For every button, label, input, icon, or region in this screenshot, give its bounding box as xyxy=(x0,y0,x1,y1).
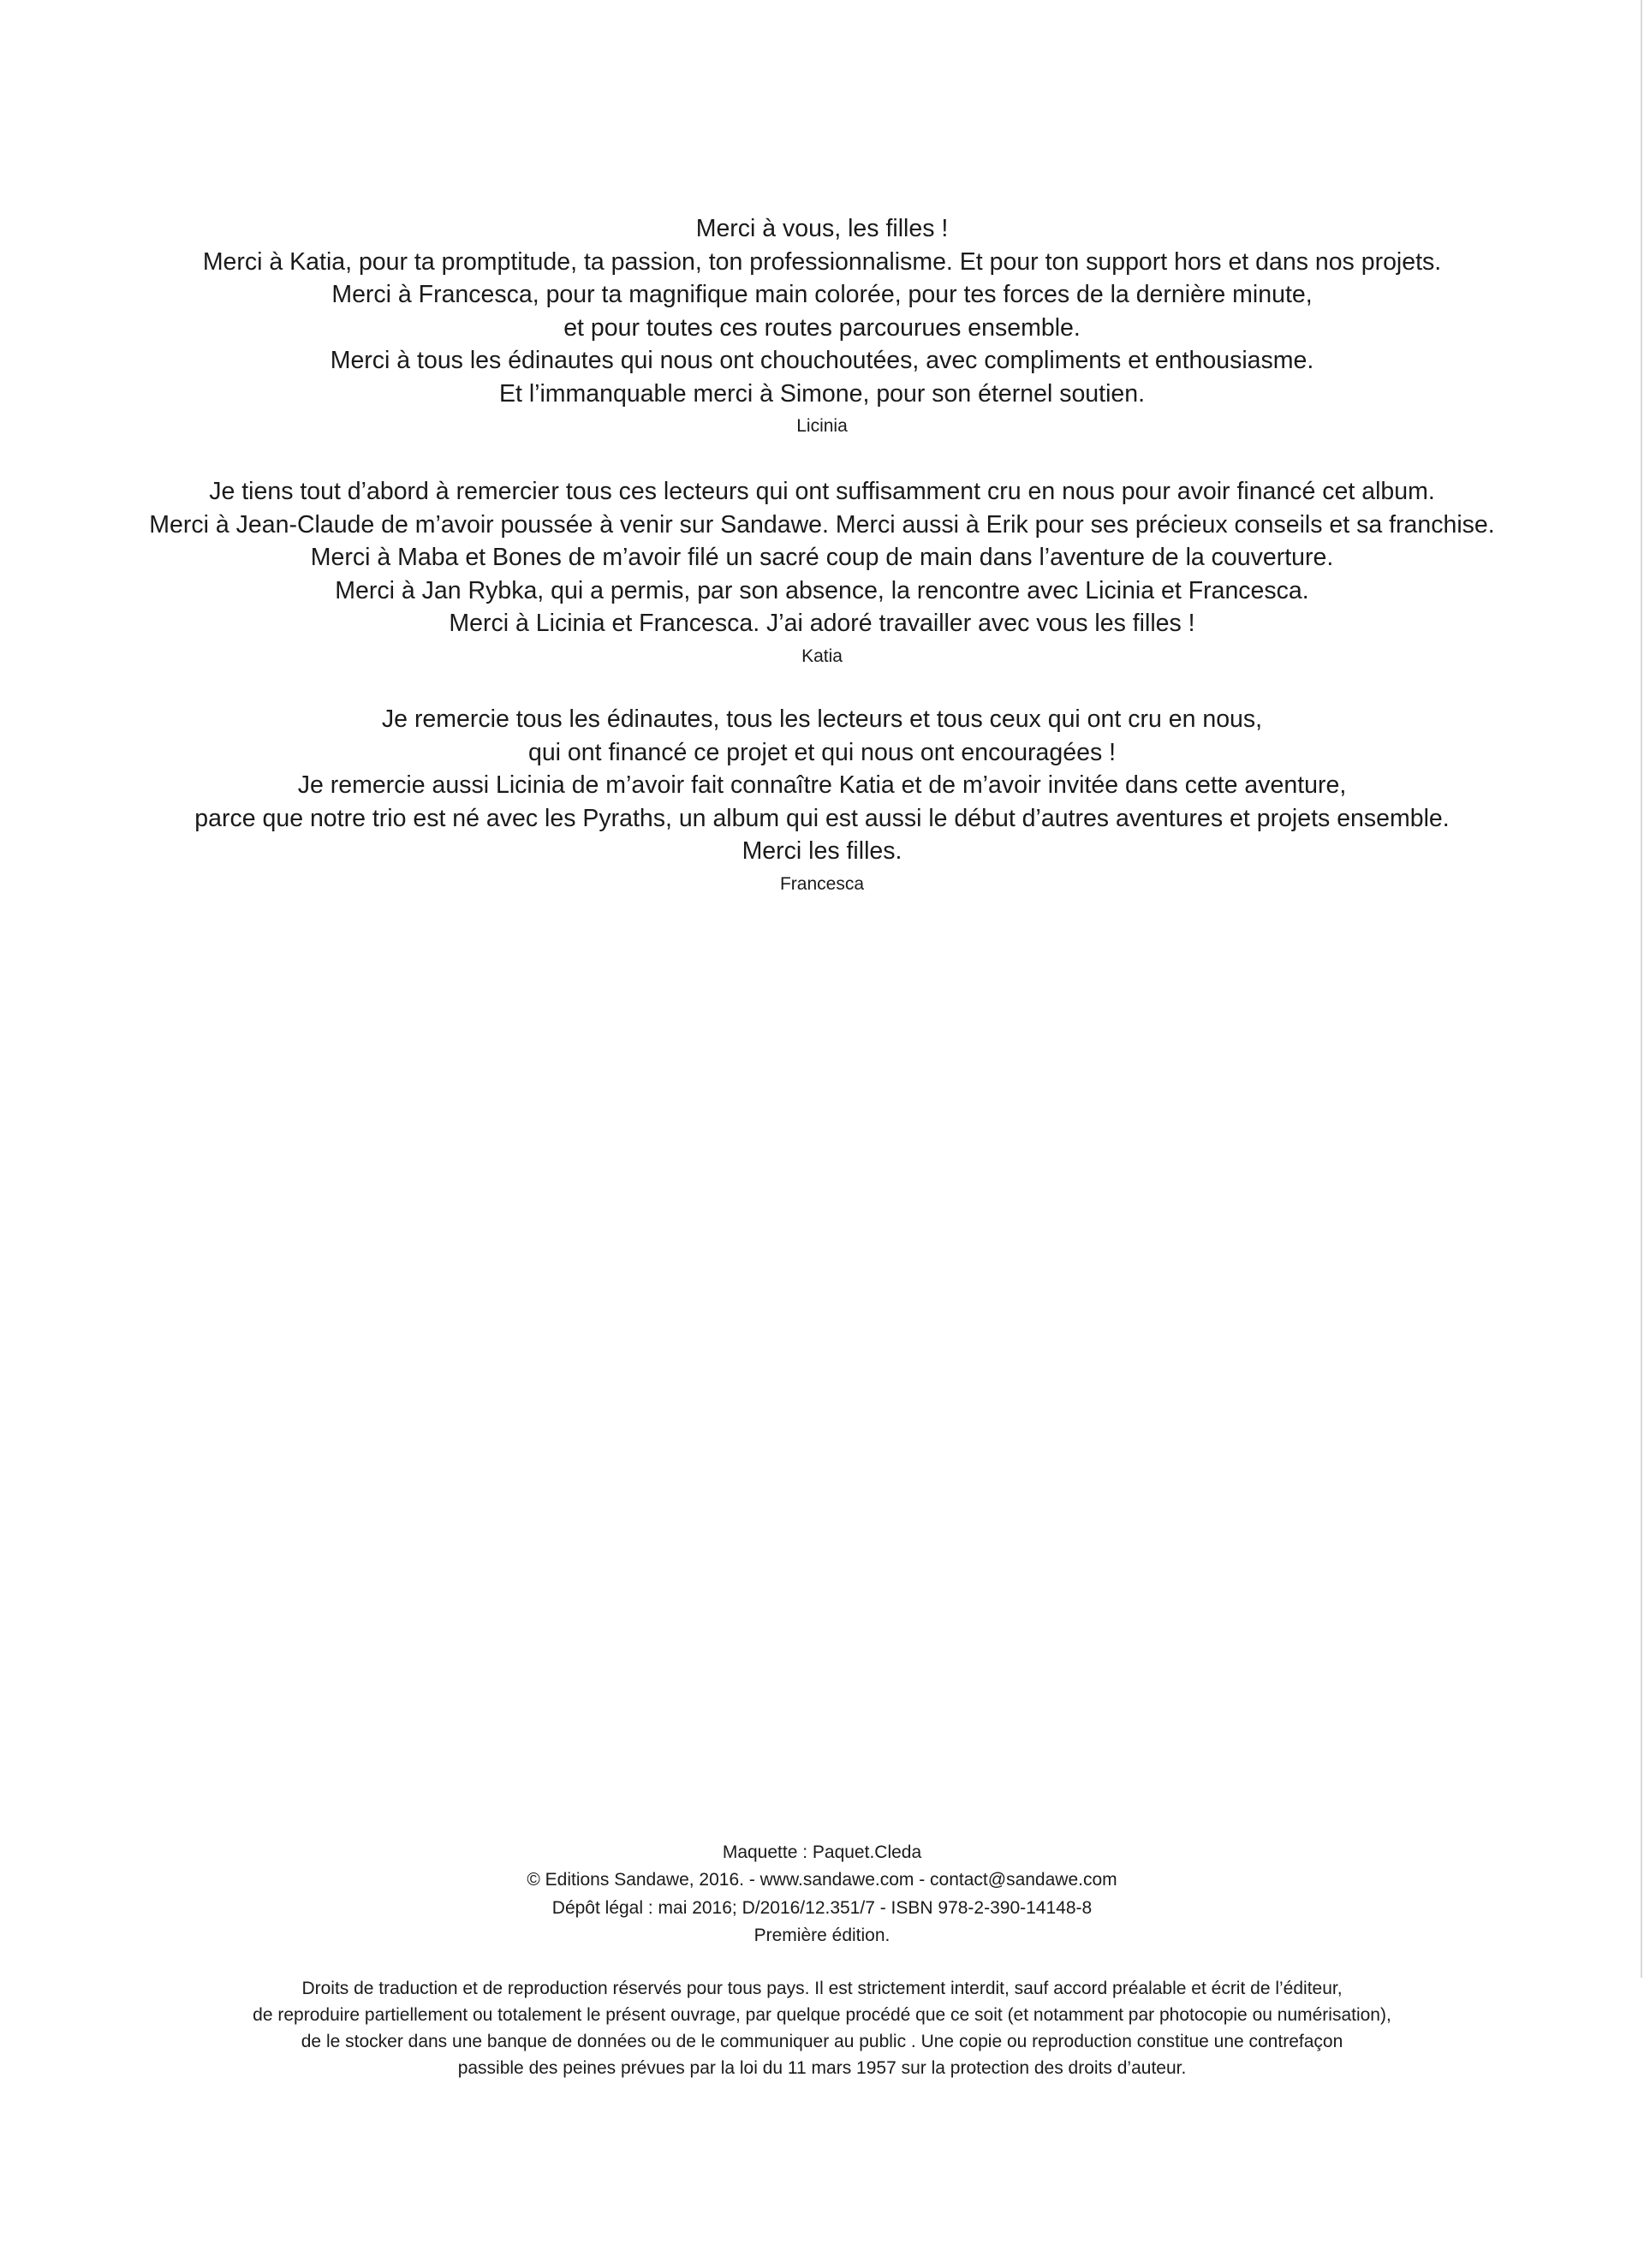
thanks-line: parce que notre trio est né avec les Pyraths, un album qui est aussi le début d’autres aventures et projets ensemble. xyxy=(194,804,1450,832)
thanks-line: Merci à tous les édinautes qui nous ont chouchoutées, avec compliments et enthousiasme. xyxy=(330,347,1314,374)
thanks-line: Merci à Francesca, pour ta magnifique main colorée, pour tes forces de la dernière minute, xyxy=(331,281,1313,308)
signature-licinia: Licinia xyxy=(796,416,848,436)
thanks-line: Merci à Licinia et Francesca. J’ai adoré travailler avec vous les filles ! xyxy=(449,610,1195,637)
thanks-block-katia xyxy=(0,475,1644,670)
thanks-line: Merci à Jean-Claude de m’avoir poussée à venir sur Sandawe. Merci aussi à Erik pour ses précieux conseils et sa franchise. xyxy=(149,510,1495,539)
thanks-line: Je remercie aussi Licinia de m’avoir fait connaître Katia et de m’avoir invitée dans cette aventure, xyxy=(297,771,1347,799)
legal-deposit-line: Dépôt légal : mai 2016; D/2016/12.351/7 - ISBN 978-2-390-14148-8 xyxy=(551,1897,1093,1918)
thanks-block-licinia xyxy=(0,212,1644,439)
thanks-line: Je tiens tout d’abord à remercier tous ces lecteurs qui ont suffisamment cru en nous pour avoir financé cet album. xyxy=(209,478,1435,505)
thanks-line: Et l’immanquable merci à Simone, pour son éternel soutien. xyxy=(498,379,1146,408)
rights-line: Droits de traduction et de reproduction réservés pour tous pays. Il est strictement interdit, sauf accord préalable et écrit de l’éditeur, xyxy=(301,1979,1343,1998)
thanks-line: Merci à Maba et Bones de m’avoir filé un sacré coup de main dans l’aventure de la couverture. xyxy=(310,544,1334,571)
colophon xyxy=(0,1839,1644,1950)
thanks-line: qui ont financé ce projet et qui nous ont encouragées ! xyxy=(527,738,1117,766)
thanks-block-francesca xyxy=(0,703,1644,897)
rights-line: de reproduire partiellement ou totalement le présent ouvrage, par quelque procédé que ce soit (et notamment par photocopie ou numérisation), xyxy=(253,2005,1391,2025)
thanks-line: Merci à Jan Rybka, qui a permis, par son absence, la rencontre avec Licinia et Francesca. xyxy=(335,576,1309,604)
signature-katia: Katia xyxy=(801,646,843,666)
thanks-line: Je remercie tous les édinautes, tous les lecteurs et tous ceux qui ont cru en nous, xyxy=(381,705,1263,733)
signature-francesca: Francesca xyxy=(779,873,865,894)
maquette-credit: Maquette : Paquet.Cleda xyxy=(722,1842,922,1862)
thanks-line: Merci à Katia, pour ta promptitude, ta passion, ton professionnalisme. Et pour ton support hors et dans nos projets. xyxy=(202,247,1442,276)
thanks-line: Merci les filles. xyxy=(742,837,902,865)
edition-line: Première édition. xyxy=(754,1925,890,1945)
rights-line: de le stocker dans une banque de données ou de le communiquer au public . Une copie ou reproduction constitue une contrefaçon xyxy=(301,2032,1343,2051)
rights-line: passible des peines prévues par la loi du 11 mars 1957 sur la protection des droits d’auteur. xyxy=(457,2058,1187,2078)
thanks-line: et pour toutes ces routes parcourues ensemble. xyxy=(563,313,1081,342)
rights-notice xyxy=(0,1975,1644,2081)
thanks-line: Merci à vous, les filles ! xyxy=(695,215,949,242)
copyright-line: © Editions Sandawe, 2016. - www.sandawe.com - contact@sandawe.com xyxy=(527,1870,1117,1890)
